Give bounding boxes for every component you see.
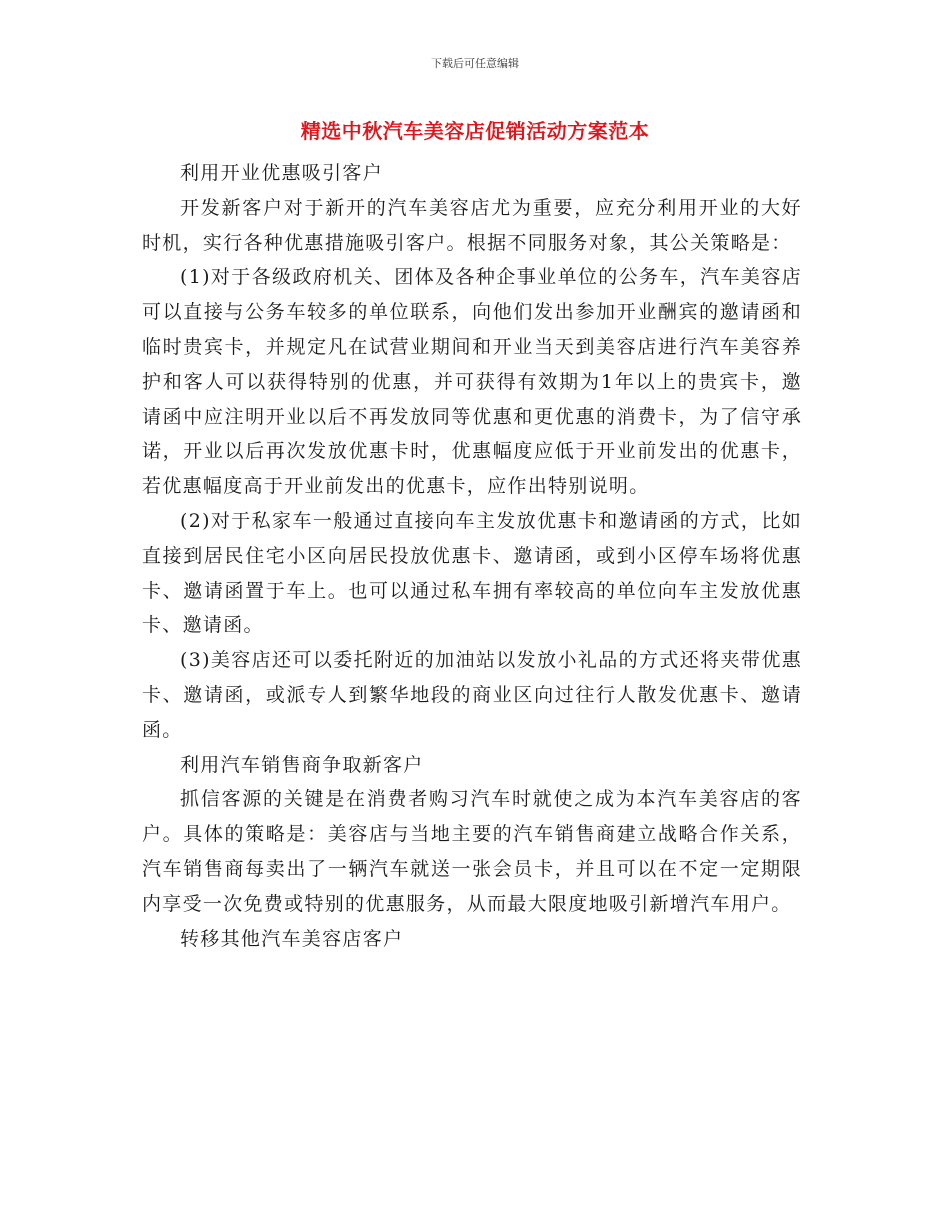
- section-heading: 利用开业优惠吸引客户: [180, 162, 384, 184]
- paragraph: (1)对于各级政府机关、团体及各种企事业单位的公务车，汽车美容店可以直接与公务车较多的单位联系，向他们发出参加开业酬宾的邀请函和临时贵宾卡，并规定凡在试营业期间和开业当天到美容店进行汽车美容养护和客人可以获得特别的优惠，并可获得有效期为1年以上的贵宾卡，邀请函中应注明开业以后不再发放同等优惠和更优惠的消费卡，为了信守承诺，开业以后再次发放优惠卡时，优惠幅度应低于开业前发出的优惠卡，若优惠幅度高于开业前发出的优惠卡，应作出特别说明。: [142, 266, 802, 498]
- paragraph: 抓信客源的关键是在消费者购习汽车时就使之成为本汽车美容店的客户。具体的策略是：美容店与当地主要的汽车销售商建立战略合作关系，汽车销售商每卖出了一辆汽车就送一张会员卡，并且可以在不定一定期限内享受一次免费或特别的优惠服务，从而最大限度地吸引新增汽车用户。: [142, 788, 802, 915]
- paragraph: 开发新客户对于新开的汽车美容店尤为重要，应充分利用开业的大好时机，实行各种优惠措施吸引客户。根据不同服务对象，其公关策略是：: [142, 196, 802, 254]
- section-heading: 转移其他汽车美容店客户: [180, 927, 404, 950]
- paragraph: (3)美容店还可以委托附近的加油站以发放小礼品的方式还将夹带优惠卡、邀请函，或派专人到繁华地段的商业区向过往行人散发优惠卡、邀请函。: [142, 649, 802, 741]
- document-title: 精选中秋汽车美容店促销活动方案范本: [300, 119, 650, 143]
- header-note: 下载后可任意编辑: [431, 57, 519, 70]
- paragraph: (2)对于私家车一般通过直接向车主发放优惠卡和邀请函的方式，比如直接到居民住宅小区向居民投放优惠卡、邀请函，或到小区停车场将优惠卡、邀请函置于车上。也可以通过私车拥有率较高的单位向车主发放优惠卡、邀请函。: [142, 509, 802, 637]
- section-heading: 利用汽车销售商争取新客户: [180, 753, 424, 776]
- document-body: [142, 156, 802, 956]
